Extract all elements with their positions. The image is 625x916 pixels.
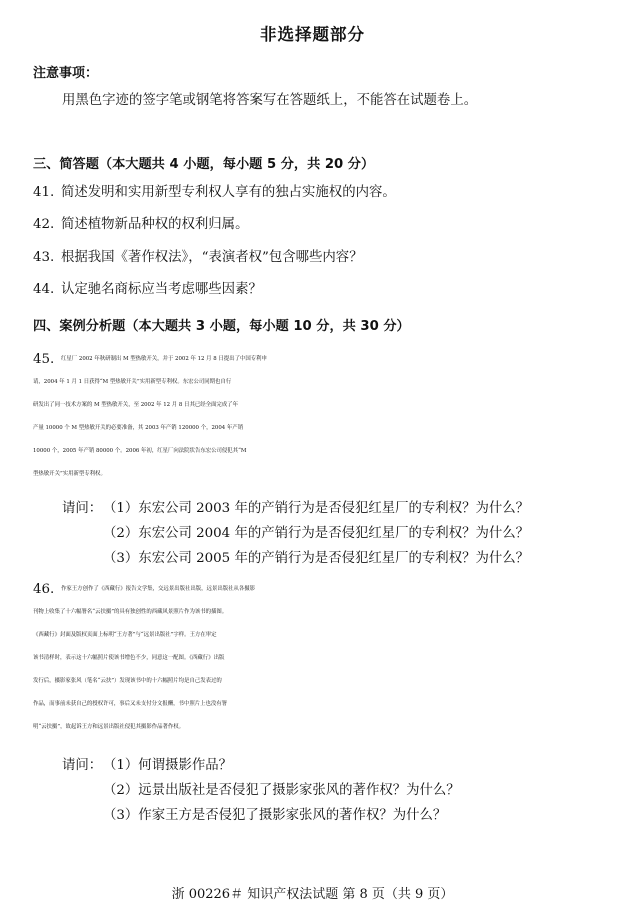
question-text: 认定驰名商标应当考虑哪些因素？: [61, 282, 262, 297]
sub-question: （2）东宏公司 2004 年的产销行为是否侵犯红星厂的专利权？为什么？: [103, 526, 530, 541]
sub-question: （2）远景出版社是否侵犯了摄影家张风的著作权？为什么？: [103, 783, 460, 798]
case-text: [33, 348, 593, 486]
question-46: [33, 578, 593, 739]
page-footer: 浙 00226＃ 知识产权法试题 第 8 页（共 9 页）: [171, 887, 454, 902]
section-heading-case-analysis: 四、案例分析题（本大题共 3 小题，每小题 10 分，共 30 分）: [33, 319, 410, 334]
case-line: 《西藏行》封面及版权页面上标明“王方著”与“远景出版社”字样。王方在审定: [33, 632, 217, 638]
question-text: 简述发明和实用新型专利权人享有的独占实施权的内容。: [61, 185, 396, 200]
case-line: 红星厂 2002 年秋研制出 M 型热敏开关，并于 2002 年 12 月 8 日提出了中国专利申: [61, 356, 267, 362]
page-title: 非选择题部分: [260, 25, 365, 44]
case-line: 研发出了同一技术方案的 M 型热敏开关，至 2002 年 12 月 8 日其已经全面完成了年: [33, 402, 238, 408]
question-number: 46.: [33, 582, 55, 597]
case-line: 10000 个，2005 年产销 80000 个。2006 年初，红星厂向法院状告东宏公司侵犯其“M: [33, 448, 247, 454]
question-45: [33, 348, 593, 486]
section-heading-short-answer: 三、简答题（本大题共 4 小题，每小题 5 分，共 20 分）: [33, 157, 375, 172]
case-line: 该书清样时，表示这十六幅照片使该书增色不少，同意这一配图。《西藏行》出版: [33, 655, 225, 661]
question-43: [33, 246, 363, 265]
notice-heading: 注意事项：: [33, 66, 99, 81]
case-line: 明“云扶摄”，故起诉王方和远景出版社侵犯其摄影作品著作权。: [33, 724, 185, 730]
case-line: 作家王方创作了《西藏行》报告文学集，交远景出版社出版，远景出版社从各摄影: [61, 586, 256, 592]
question-number: 44.: [33, 282, 55, 297]
question-number: 45.: [33, 352, 55, 367]
question-text: 简述植物新品种权的权利归属。: [61, 217, 249, 232]
sub-question: （3）东宏公司 2005 年的产销行为是否侵犯红星厂的专利权？为什么？: [103, 551, 530, 566]
case-line: 发行后，摄影家张风（笔名“云扶”）发现该书中的十六幅照片均是自己发表过的: [33, 678, 222, 684]
sub-question: （1）何谓摄影作品？: [103, 758, 233, 773]
case-line: 型热敏开关”实用新型专利权。: [33, 471, 106, 477]
question-41: [33, 181, 396, 200]
question-42: [33, 213, 248, 232]
question-text: 根据我国《著作权法》，“表演者权”包含哪些内容？: [61, 250, 363, 265]
case-line: 请，2004 年 1 月 1 日获得“M 型热敏开关”实用新型专利权。东宏公司同期也自行: [33, 379, 232, 385]
ask-label: 请问：: [62, 501, 103, 516]
case-text: [33, 578, 593, 739]
case-line: 产量 10000 个 M 型热敏开关的必要准备，其 2003 年产销 120000 个，2004 年产销: [33, 425, 244, 431]
question-number: 43.: [33, 250, 55, 265]
sub-question: （3）作家王方是否侵犯了摄影家张风的著作权？为什么？: [103, 808, 447, 823]
notice-body: 用黑色字迹的签字笔或钢笔将答案写在答题纸上，不能答在试题卷上。: [62, 93, 478, 108]
question-number: 42.: [33, 217, 55, 232]
question-number: 41.: [33, 185, 55, 200]
ask-label: 请问：: [62, 758, 103, 773]
case-line: 作品，而事前未获自己的授权许可，事后又未支付分文报酬，书中照片上也没有署: [33, 701, 228, 707]
question-44: [33, 278, 262, 297]
sub-question: （1）东宏公司 2003 年的产销行为是否侵犯红星厂的专利权？为什么？: [103, 501, 530, 516]
case-line: 刊物上收集了十六幅署名“云扶摄”的具有独创性的西藏风景照片作为该书的插图。: [33, 609, 228, 615]
